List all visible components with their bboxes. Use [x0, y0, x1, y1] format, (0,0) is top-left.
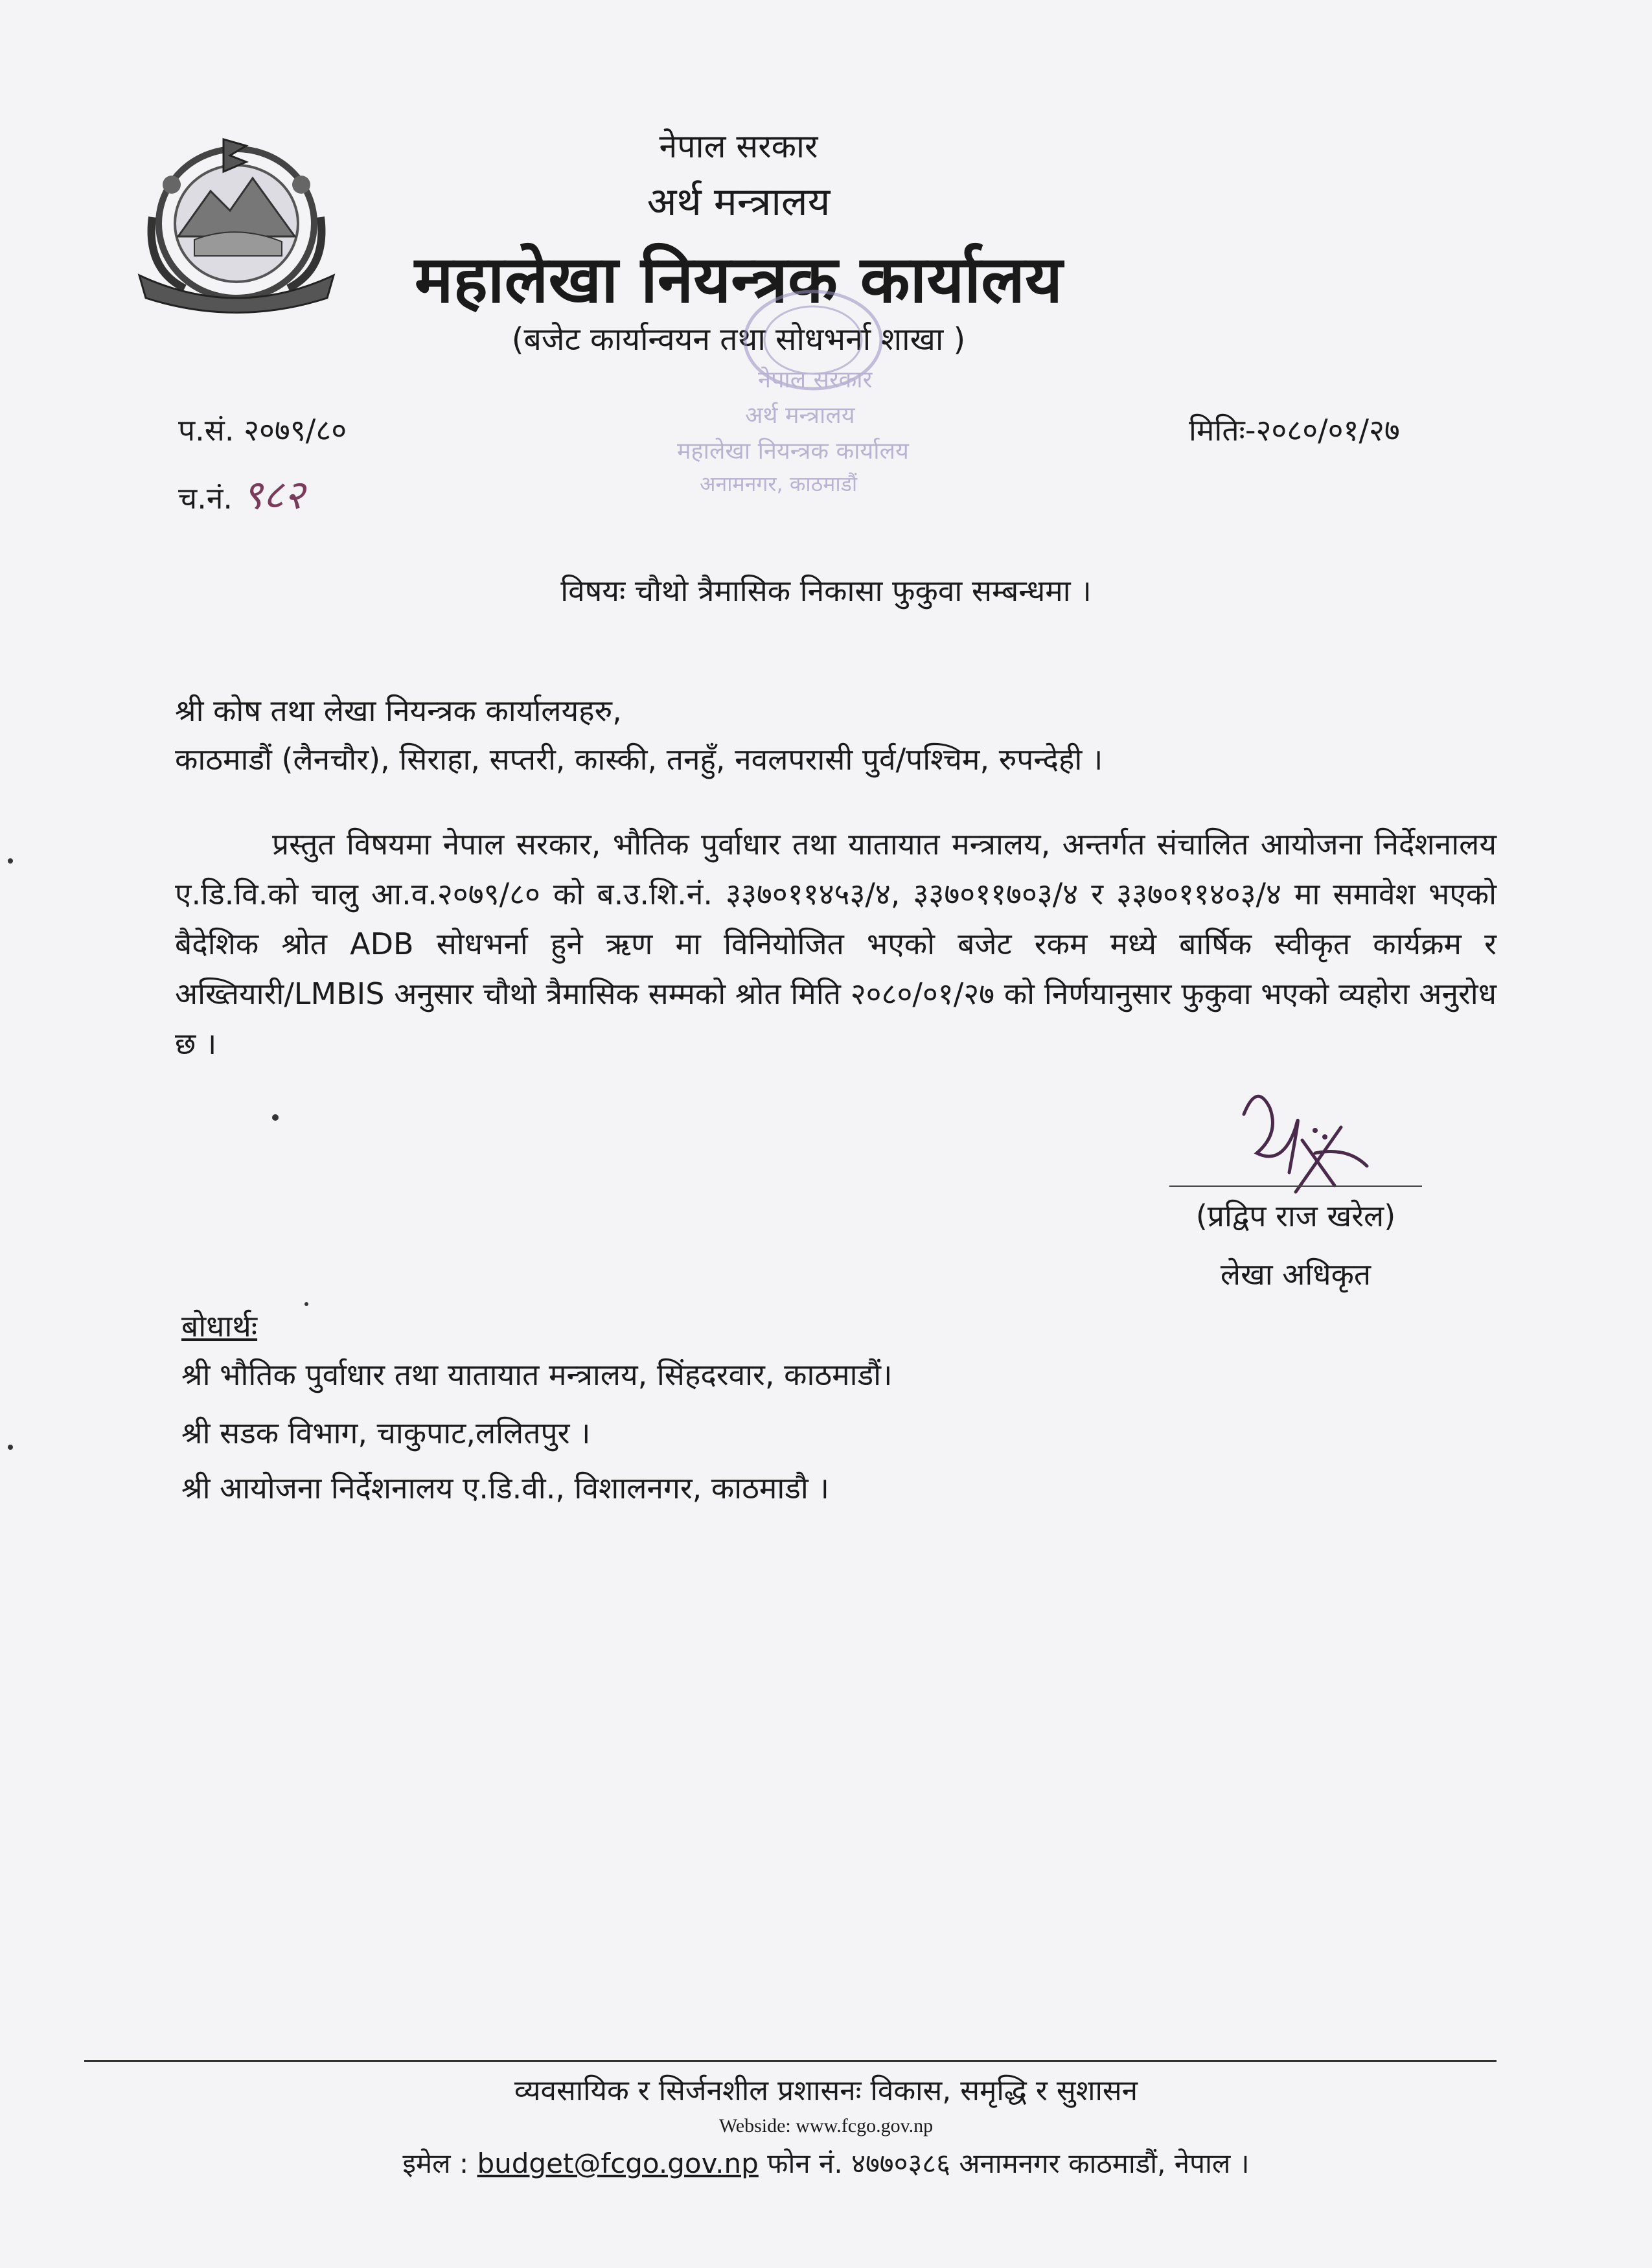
contact-details: फोन नं. ४७७०३८६ अनामनगर काठमाडौं, नेपाल । [767, 2148, 1250, 2179]
dispatch-number-handwritten: ९८२ [242, 471, 305, 518]
signature-icon [1218, 1075, 1386, 1198]
stamp-line-1: नेपाल सरकार [758, 367, 873, 393]
footer-motto: व्यवसायिक र सिर्जनशील प्रशासनः विकास, समृद्धि र सुशासन [514, 2074, 1138, 2107]
footer-contact [0, 2144, 1652, 2181]
cc-item: श्री आयोजना निर्देशनालय ए.डि.वी., विशालनगर, काठमाडौ । [181, 1471, 829, 1506]
stamp-line-3: महालेखा नियन्त्रक कार्यालय [677, 438, 909, 464]
letter-subject: विषयः चौथो त्रैमासिक निकासा फुकुवा सम्बन्धमा । [560, 573, 1092, 608]
stamp-line-2: अर्थ मन्त्रालय [745, 402, 855, 429]
footer-website: Webside: www.fcgo.gov.np [718, 2115, 934, 2136]
signatory-title: लेखा अधिकृत [1220, 1257, 1371, 1292]
stamp-line-4: अनामनगर, काठमाडौं [700, 472, 858, 496]
letter-number: प.सं. २०७९/८० [178, 413, 347, 448]
signature-line [1169, 1186, 1422, 1187]
letter-date: मितिः-२०८०/०१/२७ [1189, 413, 1400, 448]
dispatch-label: च.नं. [178, 481, 233, 516]
dispatch-number [178, 466, 304, 521]
cc-label: बोधार्थः [181, 1309, 258, 1344]
ministry-name: अर्थ मन्त्रालय [647, 179, 831, 225]
scan-speck [304, 1302, 308, 1306]
addressee-line-2: काठमाडौं (लैनचौर), सिराहा, सप्तरी, कास्की, तनहुँ, नवलपरासी पुर्व/पश्चिम, रुपन्देही । [175, 742, 1103, 777]
email-label: इमेल : [402, 2148, 469, 2179]
email-link[interactable]: budget@fcgo.gov.np [477, 2148, 759, 2179]
cc-item: श्री भौतिक पुर्वाधार तथा यातायात मन्त्रालय, सिंहदरवार, काठमाडौं। [181, 1357, 893, 1392]
signatory-name: (प्रद्विप राज खरेल) [1195, 1198, 1396, 1233]
office-stamp [661, 285, 939, 531]
cc-item: श्री सडक विभाग, चाकुपाट,ललितपुर । [181, 1415, 591, 1450]
letter-body: प्रस्तुत विषयमा नेपाल सरकार, भौतिक पुर्वाधार तथा यातायात मन्त्रालय, अन्तर्गत संचालित आयोजना निर्देशनालय ए.डि.वि.को चालु आ.व.२०७९/८० को ब.उ.शि.नं. ३३७०११४५३/४, ३३७०११७०३/४ र ३३७०११४०३/४ मा समावेश भएको बैदेशिक श्रोत ADB सोधभर्ना हुने ऋण मा विनियोजित भएको बजेट रकम मध्ये बार्षिक स्वीकृत कार्यक्रम र अख्तियारी/LMBIS अनुसार चौथो त्रैमासिक सम्मको श्रोत मिति २०८०/०१/२७ को निर्णयानुसार फुकुवा भएको व्यहोरा अनुरोध छ । [175, 827, 1497, 1061]
scan-speck [272, 1114, 279, 1121]
addressee-line-1: श्री कोष तथा लेखा नियन्त्रक कार्यालयहरु, [175, 693, 622, 728]
branch-name: (बजेट कार्यान्वयन तथा सोधभर्ना शाखा ) [511, 321, 966, 358]
office-name: महालेखा नियन्त्रक कार्यालय [414, 242, 1063, 317]
scan-speck [8, 1445, 13, 1450]
government-name: नेपाल सरकार [659, 128, 818, 165]
footer-divider [84, 2060, 1497, 2062]
scan-speck [8, 858, 13, 864]
